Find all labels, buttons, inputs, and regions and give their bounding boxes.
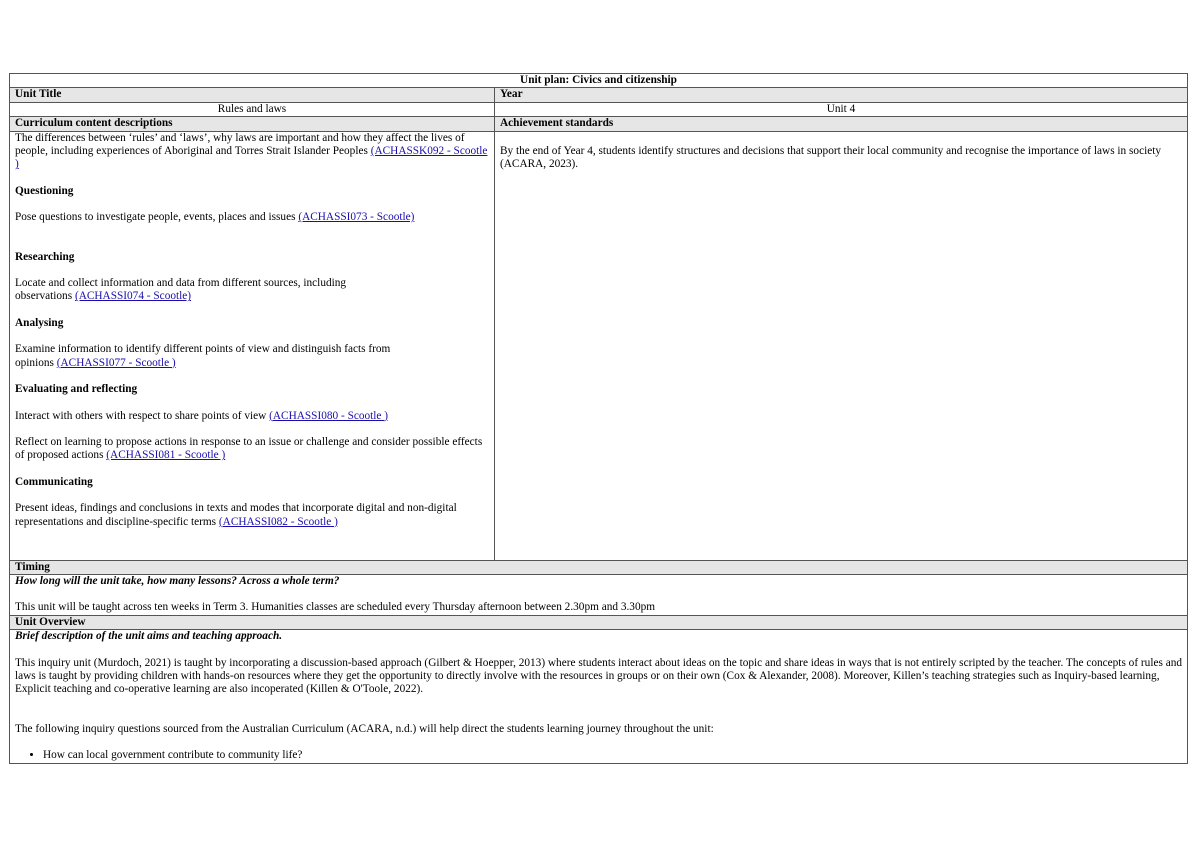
researching-paragraph [15,277,375,304]
overview-cell [10,630,1188,763]
year-label: Year [495,88,1188,102]
researching-heading: Researching [15,250,75,263]
timing-label: Timing [10,560,1188,574]
unit-title-label: Unit Title [10,88,495,102]
evaluating-paragraph-1 [15,410,489,423]
timing-question: How long will the unit take, how many lessons? Across a whole term? [15,575,340,588]
achassi082-link[interactable]: (ACHASSI082 - Scootle ) [218,515,338,528]
unit-plan-document [9,73,1187,764]
overview-label: Unit Overview [10,615,1188,629]
overview-header-row [10,615,1188,629]
achassi073-link[interactable]: (ACHASSI073 - Scootle) [298,211,415,224]
curriculum-intro-text: The differences between ‘rules’ and ‘laws’, why laws are important and how they affect the lives of people, including experiences of Aboriginal and Torres Strait Islander Peoples [15,131,465,158]
timing-text: This unit will be taught across ten weeks in Term 3. Humanities classes are scheduled every Thursday afternoon between 2.30pm and 3.30pm [15,601,656,614]
analysing-heading: Analysing [15,316,64,329]
analysing-text: Examine information to identify different points of view and distinguish facts from opinions [15,343,391,369]
evaluating-paragraph-2 [15,436,489,463]
content-header-row [10,117,1188,131]
evaluating-heading: Evaluating and reflecting [15,383,138,396]
timing-content-row [10,575,1188,616]
achassi077-link[interactable]: (ACHASSI077 - Scootle ) [56,356,176,369]
communicating-text: Present ideas, findings and conclusions in texts and modes that incorporate digital and non-digital representations and discipline-specific terms [15,502,457,528]
title-row [10,74,1188,88]
timing-header-row [10,560,1188,574]
content-row [10,131,1188,560]
achievement-standards-cell [495,131,1188,560]
achievement-label: Achievement standards [495,117,1188,131]
evaluating-text-2: Reflect on learning to propose actions in response to an issue or challenge and consider possible effects of proposed actions [15,435,483,462]
achassi081-link[interactable]: (ACHASSI081 - Scootle ) [106,449,226,462]
communicating-paragraph [15,502,489,529]
achassk092-link[interactable]: (ACHASSK092 - Scootle ) [15,145,488,171]
questioning-text: Pose questions to investigate people, events, places and issues [15,211,299,224]
curriculum-label: Curriculum content descriptions [10,117,495,131]
unit-plan-table [9,73,1188,764]
questioning-paragraph [15,211,489,224]
achassi074-link[interactable]: (ACHASSI074 - Scootle) [74,290,192,303]
inquiry-intro: The following inquiry questions sourced from the Australian Curriculum (ACARA, n.d.) will help direct the students learning journey throughout the unit: [15,722,714,735]
achievement-text: By the end of Year 4, students identify structures and decisions that support their local community and recognise the importance of laws in society (ACARA, 2023). [500,144,1162,171]
year-value: Unit 4 [495,102,1188,116]
curriculum-intro [15,132,489,172]
list-item: • How can local government contribute to community life? [43,749,1182,762]
document-title: Unit plan: Civics and citizenship [10,74,1188,88]
overview-text: This inquiry unit (Murdoch, 2021) is taught by incorporating a discussion-based approach (Gilbert & Hoepper, 2013) where students interact about ideas on the topic and share ideas in ways that is not entirely scripted by the teacher. The concepts of rules and laws is taught by providing children with hands-on resources where they get the opportunity to directly involve with the resources in groups or on their own (Cox & Alexander, 2008). Moreover, Killen’s teaching strategies such as Inquiry-based learning, Explicit teaching and co-operative learning are also incoperated (Killen & O'Toole, 2022). [15,656,1182,696]
overview-content-row [10,630,1188,763]
timing-cell [10,575,1188,616]
evaluating-text-1: Interact with others with respect to share points of view [15,409,270,422]
inquiry-questions-list [15,749,1182,762]
curriculum-descriptions-cell [10,131,495,560]
unit-year-value-row [10,102,1188,116]
questioning-heading: Questioning [15,184,74,197]
unit-year-header-row [10,88,1188,102]
unit-title-value: Rules and laws [10,102,495,116]
overview-question: Brief description of the unit aims and teaching approach. [15,630,283,643]
researching-text: Locate and collect information and data from different sources, including observations [15,277,347,303]
communicating-heading: Communicating [15,475,93,488]
achassi080-link[interactable]: (ACHASSI080 - Scootle ) [269,409,389,422]
analysing-paragraph [15,343,425,370]
